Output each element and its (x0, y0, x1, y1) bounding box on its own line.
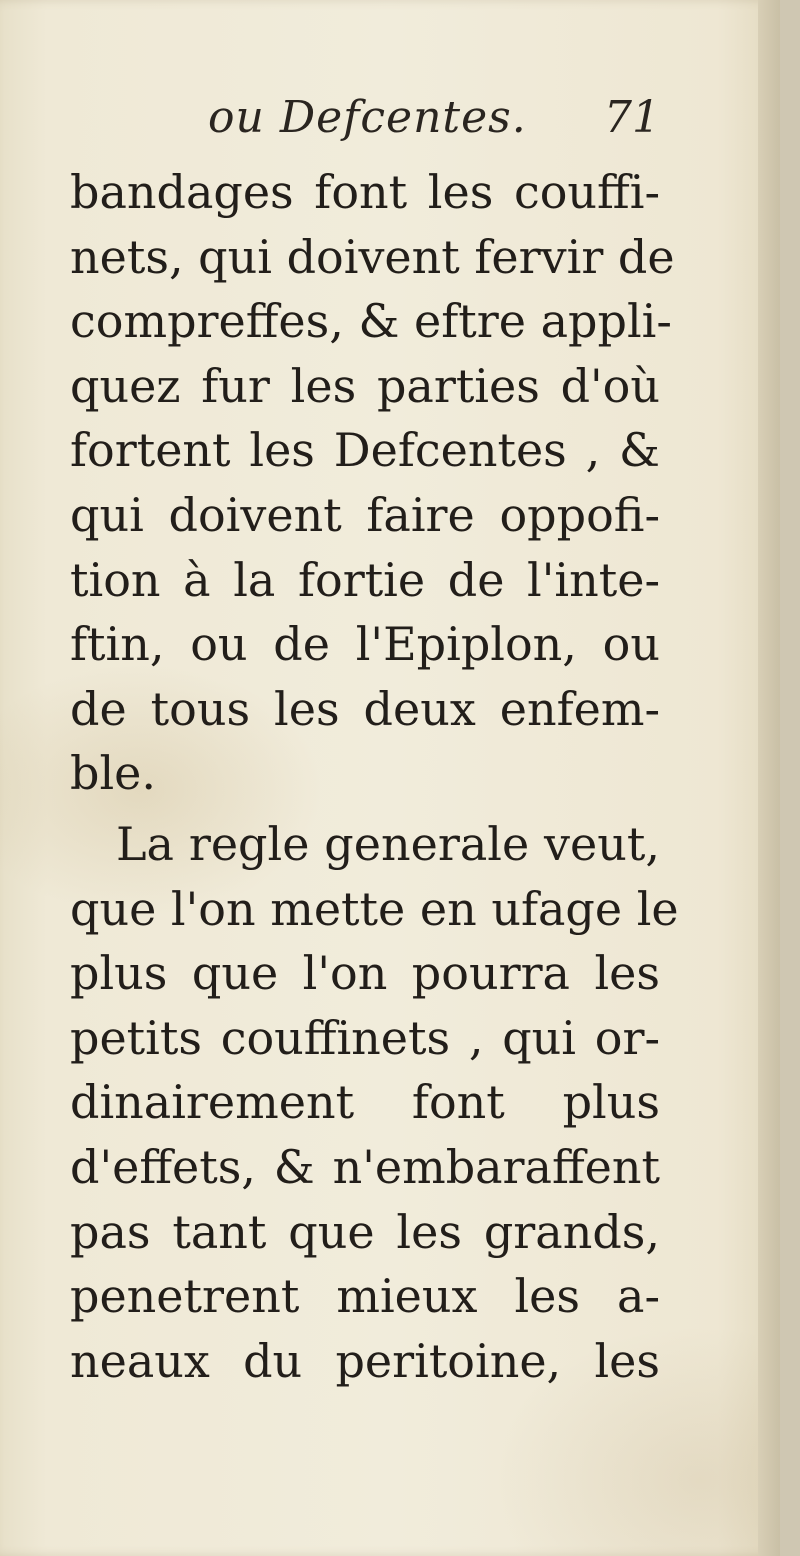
text-line: nets, qui doivent fervir de (70, 229, 675, 284)
text-line: d'effets, & n'embaraffent (70, 1139, 660, 1194)
text-line: ftin, ou de l'Epiplon, ou (70, 617, 660, 672)
text-line: tion à la fortie de l'inte- (70, 552, 660, 607)
text-line: quez fur les parties d'où (70, 358, 660, 413)
page-number: 71 (604, 92, 660, 143)
text-line: plus que l'on pourra les (70, 946, 660, 1001)
paragraph-2 (70, 812, 679, 1393)
page-edge (758, 0, 780, 1556)
text-line: fortent les Defcentes , & (70, 423, 660, 478)
text-line: dinairement font plus (70, 1075, 660, 1130)
text-line: ble. (70, 746, 157, 801)
text-line: petits couffinets , qui or- (70, 1010, 660, 1065)
text-line: de tous les deux enfem- (70, 681, 660, 736)
running-head (70, 92, 660, 152)
paragraph-1 (70, 160, 675, 806)
body-text (70, 160, 679, 1393)
text-line: que l'on mette en ufage le (70, 881, 679, 936)
running-head-title: ou Defcentes. (208, 92, 527, 143)
text-line: penetrent mieux les a- (70, 1269, 660, 1324)
text-line: neaux du peritoine, les (70, 1333, 660, 1388)
text-line: pas tant que les grands, (70, 1204, 660, 1259)
text-line: La regle generale veut, (116, 816, 660, 871)
text-line: compreffes, & eftre appli- (70, 294, 672, 349)
text-line: bandages font les couffi- (70, 165, 660, 219)
text-line: qui doivent faire oppofi- (70, 487, 660, 542)
